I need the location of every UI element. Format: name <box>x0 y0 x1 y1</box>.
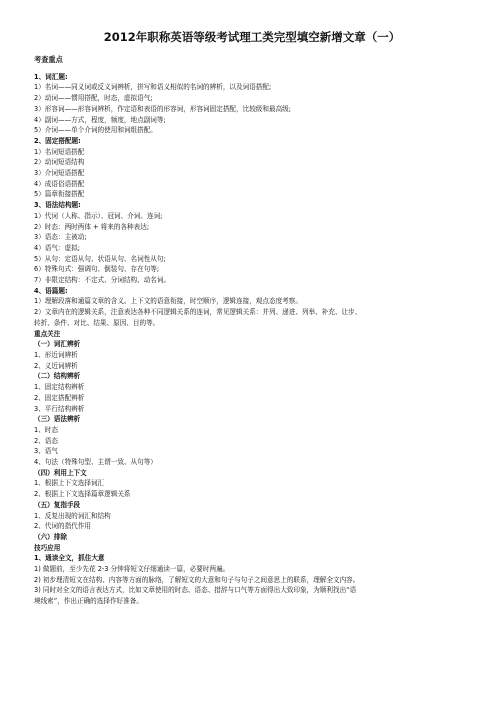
document-page <box>34 30 470 607</box>
focus-item: 4、句法（特殊句型、主谓一致、从句等） <box>34 458 157 467</box>
section-4-item: 2）文章内在的逻辑关系，注意表达各种不同逻辑关系的连词，常见逻辑关系：并列、递进、列举、补充、让步、 <box>34 308 362 317</box>
section-2-item: 4）成语俗语搭配 <box>34 179 85 188</box>
section-3-heading: 3、语法结构题: <box>34 201 81 210</box>
section-3-item: 1）代词（人称、指示）、冠词、介词、连词; <box>34 211 163 220</box>
tips-item: 2) 初步理清短文在结构、内容等方面的脉络，了解短文的大意和句子与句子之间意思上的联系，理解全文内容。 <box>34 575 360 584</box>
focus-item: 2、代词的指代作用 <box>34 522 91 531</box>
document-title: 2012年职称英语等级考试理工类完型填空新增文章（一） <box>103 30 401 44</box>
section-3-item: 5）从句：定语从句、状语从句、名词性从句; <box>34 254 166 263</box>
section-3-item: 3）语态：主被动; <box>34 233 87 242</box>
focus-group-title: （三）语法辨析 <box>34 415 81 424</box>
section-1-heading: 1、词汇题: <box>34 72 68 81</box>
section-4-item: 1）理解段落和通篇文章的含义。上下文的语意衔接，时空顺序，逻辑连接，观点态度考察。 <box>34 297 302 306</box>
section-1-item: 2）动词——惯用搭配，时态，虚拟语气; <box>34 94 153 103</box>
focus-group-title: （五）复指手段 <box>34 500 81 509</box>
section-1-item: 5）介词——单个介词的使用和词组搭配。 <box>34 126 157 135</box>
focus-item: 1、固定结构辨析 <box>34 383 85 392</box>
focus-item: 2、义近词辨析 <box>34 361 78 370</box>
section-2-item: 2）动词短语结构 <box>34 158 85 167</box>
focus-group-title: （二）结构辨析 <box>34 372 81 381</box>
section-2-item: 5）篇章衔接搭配 <box>34 190 85 199</box>
section-2-heading: 2、固定搭配题: <box>34 136 81 145</box>
focus-group-title: （四）利用上下文 <box>34 468 87 477</box>
section-4-heading: 4、语篇题: <box>34 286 68 295</box>
key-points-label: 考查重点 <box>34 55 63 64</box>
section-1-item: 1）名词——同义词或反义词辨析，拼写和语义相似的名词的辨析，以及词语搭配; <box>34 83 272 92</box>
section-3-item: 6）特殊句式：强调句、倒装句、存在句等; <box>34 265 160 274</box>
tips-heading: 技巧应用 <box>34 543 61 552</box>
focus-item: 1、形近词辨析 <box>34 350 78 359</box>
tips-item: 境线索”，作出正确的选择作好准备。 <box>34 597 143 606</box>
focus-group-title: （一）词汇辨析 <box>34 340 81 349</box>
section-1-item: 3）形容词——形容词辨析，作定语和表语的形容词，形容词固定搭配，比较级和最高级; <box>34 104 291 113</box>
section-1-item: 4）副词——方式，程度，频度，地点副词等; <box>34 115 166 124</box>
section-3-item: 7）非限定结构：不定式、分词结构、动名词。 <box>34 276 171 285</box>
tips-subheading: 1、通读全文，抓住大意 <box>34 554 105 563</box>
section-2-item: 1）名词短语搭配 <box>34 147 85 156</box>
focus-item: 1、反复出现的词汇和结构 <box>34 511 111 520</box>
focus-item: 3、平行结构辨析 <box>34 404 85 413</box>
focus-item: 2、语态 <box>34 436 58 445</box>
section-4-item: 转折、条件、对比、结果、原因、目的等。 <box>34 318 160 327</box>
section-2-item: 3）介词短语搭配 <box>34 169 85 178</box>
focus-item: 3、语气 <box>34 447 58 456</box>
focus-item: 1、根据上下文选择词汇 <box>34 479 105 488</box>
focus-item: 1、时态 <box>34 425 58 434</box>
focus-item: 2、固定搭配辨析 <box>34 393 85 402</box>
focus-item: 2、根据上下文选择篇章逻辑关系 <box>34 490 131 499</box>
section-3-item: 4）语气：虚拟; <box>34 243 80 252</box>
tips-item: 3) 同时对全文的语言表达方式，比如文章使用的时态、语态、措辞与口气等方面得出大致印象，为顺利找出“语 <box>34 586 357 595</box>
focus-group-title: （六）排除 <box>34 532 67 541</box>
tips-item: 1) 做题前，至少先花 2-3 分钟将短文仔细通读一篇，必要时两遍。 <box>34 565 230 574</box>
section-3-item: 2）时态：两时两体 + 将来的各种表达; <box>34 222 150 231</box>
focus-heading: 重点关注 <box>34 329 61 338</box>
